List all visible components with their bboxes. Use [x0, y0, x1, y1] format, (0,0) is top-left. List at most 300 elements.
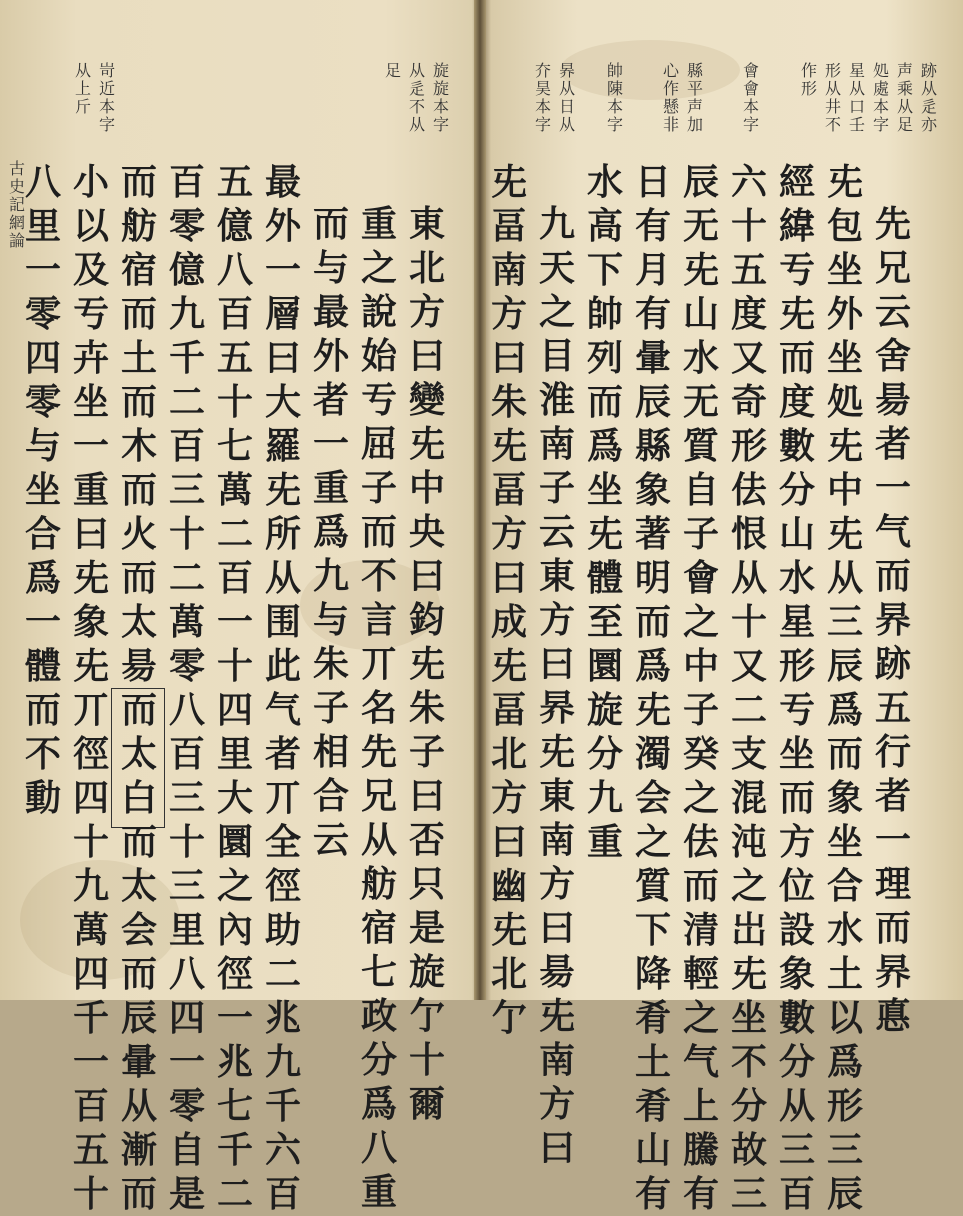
character: 象 — [826, 777, 863, 819]
character: 曰 — [408, 555, 445, 597]
character: 自 — [168, 1129, 205, 1171]
character: 理 — [874, 863, 911, 905]
character: 說 — [360, 291, 397, 333]
character: 昜 — [120, 645, 157, 687]
character: 水 — [778, 557, 815, 599]
character: 奇 — [730, 381, 767, 423]
character: 體 — [24, 645, 61, 687]
character: 字 — [534, 115, 551, 134]
character: 以 — [72, 205, 109, 247]
character: 高 — [586, 205, 623, 247]
character: 本 — [432, 97, 449, 116]
character: 分 — [586, 733, 623, 775]
character: 千 — [168, 337, 205, 379]
character: 云 — [874, 291, 911, 333]
character: 子 — [538, 467, 575, 509]
character: 昜 — [538, 951, 575, 993]
character: 声 — [896, 61, 913, 80]
character: 旋 — [432, 79, 449, 98]
character: 只 — [408, 863, 445, 905]
character: 百 — [168, 161, 205, 203]
character: 政 — [360, 995, 397, 1037]
character: 包 — [826, 205, 863, 247]
character: 重 — [72, 469, 109, 511]
character: 太 — [120, 601, 157, 643]
character: 二 — [730, 689, 767, 731]
character: 鈞 — [408, 599, 445, 641]
character: 十 — [408, 1039, 445, 1081]
character: 縣 — [634, 425, 671, 467]
character: 井 — [824, 97, 841, 116]
character: 五 — [216, 337, 253, 379]
character: 里 — [168, 909, 205, 951]
character: 太 — [120, 733, 157, 775]
character: 兂 — [490, 425, 527, 467]
character: 是 — [408, 907, 445, 949]
character: 字 — [432, 115, 449, 134]
character: 土 — [120, 337, 157, 379]
character: 辰 — [826, 645, 863, 687]
character: 而 — [826, 733, 863, 775]
character: 爲 — [312, 511, 349, 553]
character: 言 — [360, 599, 397, 641]
character: 乘 — [896, 79, 913, 98]
character: 而 — [778, 777, 815, 819]
character: 而 — [120, 821, 157, 863]
character: 淮 — [538, 379, 575, 421]
character: 方 — [408, 291, 445, 333]
character: 辰 — [682, 161, 719, 203]
character: 里 — [24, 205, 61, 247]
character: 東 — [538, 775, 575, 817]
character: 太 — [120, 865, 157, 907]
character: 四 — [216, 689, 253, 731]
character: 兂 — [408, 643, 445, 685]
character: 合 — [826, 865, 863, 907]
character: 辰 — [634, 381, 671, 423]
character: 五 — [730, 249, 767, 291]
character: 爾 — [408, 1083, 445, 1125]
character: 又 — [730, 337, 767, 379]
character: 形 — [730, 425, 767, 467]
character: 二 — [216, 513, 253, 555]
character: 形 — [778, 645, 815, 687]
character: 一 — [264, 249, 301, 291]
character: 圜 — [586, 645, 623, 687]
character: 而 — [586, 381, 623, 423]
character: 二 — [216, 1173, 253, 1215]
character: 三 — [826, 601, 863, 643]
character: 兂 — [490, 645, 527, 687]
character: 辰 — [826, 1173, 863, 1215]
character: 變 — [408, 379, 445, 421]
character: 分 — [778, 469, 815, 511]
character: 暈 — [634, 337, 671, 379]
character: 此 — [264, 645, 301, 687]
character: 本 — [534, 97, 551, 116]
character: 列 — [586, 337, 623, 379]
character: 辰 — [120, 997, 157, 1039]
character: 爲 — [24, 557, 61, 599]
character: 里 — [216, 733, 253, 775]
character: 上 — [682, 1085, 719, 1127]
character: 五 — [874, 687, 911, 729]
character: 八 — [216, 249, 253, 291]
character: 之 — [216, 865, 253, 907]
character: 之 — [360, 247, 397, 289]
character: 萬 — [216, 469, 253, 511]
character: 十 — [216, 645, 253, 687]
character: 重 — [360, 203, 397, 245]
character: 方 — [778, 821, 815, 863]
character: 肴 — [634, 997, 671, 1039]
character: 先 — [874, 203, 911, 245]
character: 癸 — [682, 733, 719, 775]
character: 从 — [920, 79, 937, 98]
character: 坐 — [826, 821, 863, 863]
character: 子 — [360, 467, 397, 509]
character: 象 — [72, 601, 109, 643]
character: 外 — [264, 205, 301, 247]
character: 十 — [216, 381, 253, 423]
character: 方 — [490, 293, 527, 335]
character: 曰 — [490, 557, 527, 599]
character: 重 — [312, 467, 349, 509]
character: 重 — [360, 1171, 397, 1213]
character: 曰 — [72, 513, 109, 555]
character: 明 — [634, 557, 671, 599]
character: 南 — [538, 423, 575, 465]
character: 一 — [72, 425, 109, 467]
character: 坐 — [826, 249, 863, 291]
character: 四 — [24, 337, 61, 379]
character: 兂 — [634, 689, 671, 731]
character: 分 — [730, 1085, 767, 1127]
character: 坐 — [778, 733, 815, 775]
character: 十 — [730, 205, 767, 247]
character: 二 — [168, 557, 205, 599]
character: 輕 — [682, 953, 719, 995]
character: 兂 — [264, 469, 301, 511]
character: 而 — [360, 511, 397, 553]
character: 北 — [490, 953, 527, 995]
character: 从 — [826, 557, 863, 599]
character: 陳 — [606, 79, 623, 98]
character: 从 — [408, 61, 425, 80]
character: 形 — [824, 61, 841, 80]
character: 動 — [24, 777, 61, 819]
character: 分 — [778, 1041, 815, 1083]
character: 曰 — [538, 907, 575, 949]
character: 而 — [120, 293, 157, 335]
character: 从 — [360, 819, 397, 861]
character: 作 — [800, 61, 817, 80]
character: 兂 — [72, 645, 109, 687]
character: 帥 — [606, 61, 623, 80]
character: 三 — [826, 1129, 863, 1171]
character: 內 — [216, 909, 253, 951]
character: 而 — [120, 161, 157, 203]
character: 壬 — [848, 115, 865, 134]
character: 六 — [730, 161, 767, 203]
character: 象 — [634, 469, 671, 511]
character: 形 — [800, 79, 817, 98]
character: 曰 — [408, 775, 445, 817]
character: 方 — [490, 513, 527, 555]
character: 一 — [312, 423, 349, 465]
character: 水 — [682, 337, 719, 379]
character: 度 — [778, 381, 815, 423]
character: 亐 — [778, 249, 815, 291]
character: 星 — [848, 61, 865, 80]
character: 有 — [634, 293, 671, 335]
character: 全 — [264, 821, 301, 863]
character: 无 — [682, 205, 719, 247]
character: 質 — [634, 865, 671, 907]
character: 亐 — [360, 379, 397, 421]
character: 九 — [72, 865, 109, 907]
character: 曰 — [490, 337, 527, 379]
character: 兂 — [682, 249, 719, 291]
character: 土 — [826, 953, 863, 995]
character: 围 — [264, 601, 301, 643]
character: 木 — [120, 425, 157, 467]
character: 經 — [778, 161, 815, 203]
character: 會 — [742, 79, 759, 98]
character: 八 — [360, 1127, 397, 1169]
character: 否 — [408, 819, 445, 861]
character: 名 — [360, 687, 397, 729]
character: 方 — [538, 863, 575, 905]
character: 山 — [682, 293, 719, 335]
character: 南 — [490, 249, 527, 291]
character: 混 — [730, 777, 767, 819]
character: 者 — [874, 775, 911, 817]
character: 云 — [538, 511, 575, 553]
character: 及 — [72, 249, 109, 291]
character: 會 — [742, 61, 759, 80]
character: 大 — [264, 381, 301, 423]
character: 兂 — [778, 293, 815, 335]
character: 辵 — [408, 79, 425, 98]
character: 而 — [874, 907, 911, 949]
character: 兂 — [72, 557, 109, 599]
character: 日 — [558, 97, 575, 116]
character: 外 — [826, 293, 863, 335]
character: 丌 — [264, 777, 301, 819]
character: 无 — [682, 381, 719, 423]
character: 亐 — [778, 689, 815, 731]
character: 七 — [216, 425, 253, 467]
character: 从 — [558, 79, 575, 98]
character: 零 — [24, 381, 61, 423]
character: 徑 — [264, 865, 301, 907]
character: 百 — [778, 1173, 815, 1215]
character: 百 — [216, 557, 253, 599]
character: 舍 — [874, 335, 911, 377]
character: 佉 — [682, 821, 719, 863]
character: 兂 — [408, 423, 445, 465]
character: 漸 — [120, 1129, 157, 1171]
character: 百 — [168, 733, 205, 775]
character: 昊 — [534, 79, 551, 98]
character: 兂 — [826, 425, 863, 467]
character: 曰 — [264, 337, 301, 379]
character: 度 — [730, 293, 767, 335]
character: 百 — [168, 425, 205, 467]
character: 而 — [778, 337, 815, 379]
character: 足 — [896, 115, 913, 134]
character: 相 — [312, 731, 349, 773]
character: 九 — [586, 777, 623, 819]
character: 行 — [874, 731, 911, 773]
character: 目 — [538, 335, 575, 377]
character: 子 — [408, 731, 445, 773]
character: 四 — [72, 777, 109, 819]
character: 不 — [24, 733, 61, 775]
character: 而 — [120, 1173, 157, 1215]
character: 字 — [872, 115, 889, 134]
character: 而 — [120, 953, 157, 995]
character: 一 — [24, 601, 61, 643]
character: 一 — [874, 819, 911, 861]
character: 三 — [168, 777, 205, 819]
character: 十 — [72, 821, 109, 863]
character: 旋 — [408, 951, 445, 993]
character: 昦 — [874, 599, 911, 641]
character: 形 — [826, 1085, 863, 1127]
character: 山 — [778, 513, 815, 555]
character: 而 — [120, 689, 157, 731]
character: 中 — [408, 467, 445, 509]
character: 古 — [8, 159, 25, 178]
book-spine — [474, 0, 486, 1000]
character: 方 — [538, 1083, 575, 1125]
character: 億 — [168, 249, 205, 291]
character: 一 — [24, 249, 61, 291]
character: 懸 — [662, 97, 679, 116]
character: 者 — [874, 423, 911, 465]
character: 八 — [168, 689, 205, 731]
character: 上 — [74, 79, 91, 98]
character: 气 — [682, 1041, 719, 1083]
character: 子 — [682, 513, 719, 555]
character: 零 — [168, 1085, 205, 1127]
character: 会 — [120, 909, 157, 951]
character: 百 — [264, 1173, 301, 1215]
character: 質 — [682, 425, 719, 467]
character: 兂 — [490, 161, 527, 203]
character: 七 — [360, 951, 397, 993]
character: 最 — [312, 291, 349, 333]
character: 兆 — [264, 997, 301, 1039]
character: 九 — [168, 293, 205, 335]
character: 設 — [778, 909, 815, 951]
character: 五 — [72, 1129, 109, 1171]
character: 一 — [168, 1041, 205, 1083]
character: 零 — [168, 645, 205, 687]
character: 又 — [730, 645, 767, 687]
character: 騰 — [682, 1129, 719, 1171]
character: 畐 — [490, 689, 527, 731]
character: 气 — [874, 511, 911, 553]
character: 四 — [72, 953, 109, 995]
character: 山 — [634, 1129, 671, 1171]
character: 北 — [490, 733, 527, 775]
character: 跡 — [920, 61, 937, 80]
character: 从 — [74, 61, 91, 80]
character: 日 — [634, 161, 671, 203]
character: 口 — [848, 97, 865, 116]
character: 層 — [264, 293, 301, 335]
character: 論 — [8, 231, 25, 250]
character: 九 — [264, 1041, 301, 1083]
character: 白 — [120, 777, 157, 819]
character: 東 — [408, 203, 445, 245]
character: 南 — [538, 819, 575, 861]
character: 幽 — [490, 865, 527, 907]
character: 畐 — [490, 469, 527, 511]
character: 舫 — [120, 205, 157, 247]
character: 有 — [634, 1173, 671, 1215]
character: 之 — [682, 777, 719, 819]
character: 旋 — [586, 689, 623, 731]
character: 小 — [72, 161, 109, 203]
character: 心 — [662, 61, 679, 80]
character: 从 — [264, 557, 301, 599]
character: 三 — [168, 865, 205, 907]
character: 作 — [662, 79, 679, 98]
character: 宿 — [360, 907, 397, 949]
character: 从 — [558, 115, 575, 134]
character: 坐 — [730, 997, 767, 1039]
character: 恨 — [730, 513, 767, 555]
character: 跡 — [874, 643, 911, 685]
character: 緯 — [778, 205, 815, 247]
character: 千 — [264, 1085, 301, 1127]
character: 是 — [168, 1173, 205, 1215]
character: 坐 — [24, 469, 61, 511]
character: 所 — [264, 513, 301, 555]
character: 合 — [312, 775, 349, 817]
character: 者 — [264, 733, 301, 775]
character: 徑 — [72, 733, 109, 775]
character: 从 — [824, 79, 841, 98]
character: 而 — [634, 601, 671, 643]
character: 亇 — [408, 995, 445, 1037]
character: 百 — [216, 293, 253, 335]
character: 而 — [874, 555, 911, 597]
character: 中 — [682, 645, 719, 687]
character: 字 — [98, 115, 115, 134]
character: 爲 — [586, 425, 623, 467]
character: 者 — [312, 379, 349, 421]
character: 千 — [216, 1129, 253, 1171]
character: 水 — [826, 909, 863, 951]
character: 与 — [24, 425, 61, 467]
character: 爲 — [826, 689, 863, 731]
character: 分 — [360, 1039, 397, 1081]
character: 不 — [360, 555, 397, 597]
character: 与 — [312, 247, 349, 289]
character: 从 — [730, 557, 767, 599]
character: 下 — [634, 909, 671, 951]
character: 不 — [824, 115, 841, 134]
character: 成 — [490, 601, 527, 643]
character: 七 — [216, 1085, 253, 1127]
character: 足 — [384, 61, 401, 80]
character: 一 — [72, 1041, 109, 1083]
